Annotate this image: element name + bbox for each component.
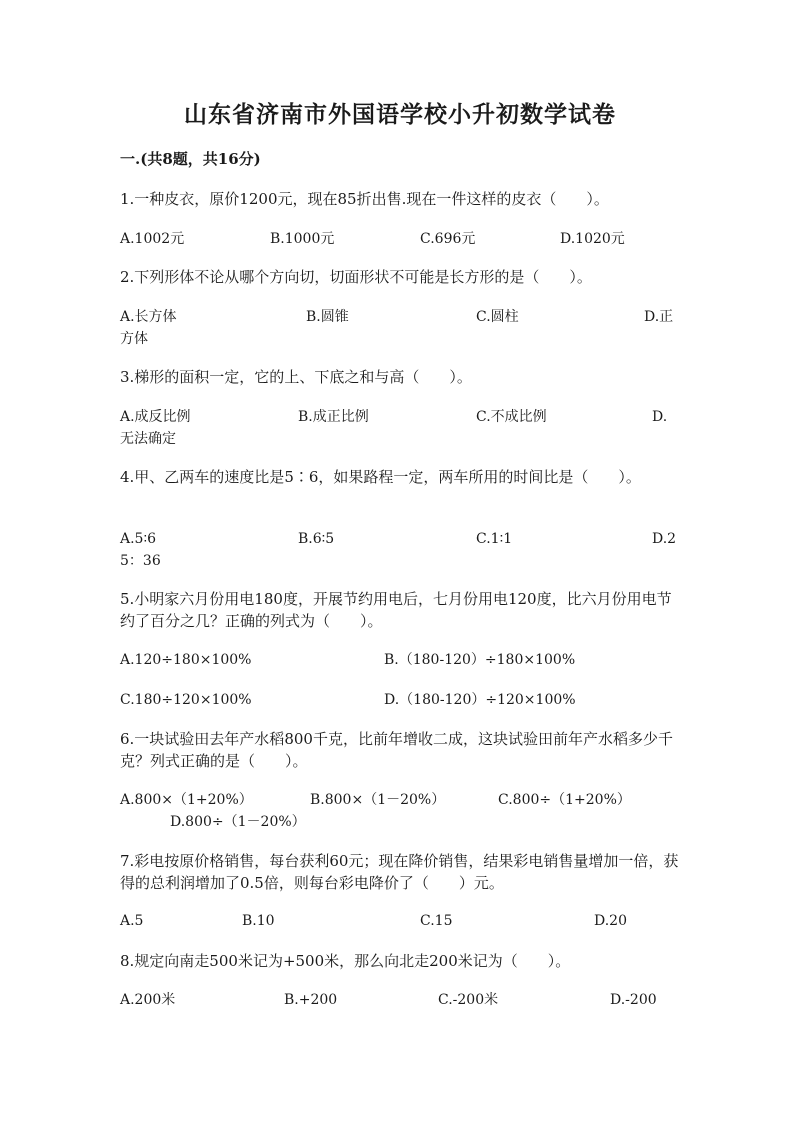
option-d: D.20 <box>594 913 627 929</box>
option-b: B.圆锥 <box>306 309 349 325</box>
question-7-options <box>120 910 680 932</box>
question-5-options-row-2 <box>120 689 680 711</box>
option-c: C.180÷120×100% <box>120 692 252 708</box>
option-d-continuation: 方体 <box>120 331 148 347</box>
question-6-options-row-1 <box>120 789 680 811</box>
option-b: B.+200 <box>284 992 338 1008</box>
option-a: A.200米 <box>120 992 176 1008</box>
option-b: B.1000元 <box>270 231 335 247</box>
option-c: C.不成比例 <box>476 409 547 425</box>
option-b: B.成正比例 <box>298 409 369 425</box>
option-a: A.5∶6 <box>120 531 157 547</box>
question-7-stem: 7.彩电按原价格销售，每台获利60元；现在降价销售，结果彩电销售量增加一倍，获得的总利润增加了0.5倍，则每台彩电降价了（ ）元。 <box>120 852 679 892</box>
option-d: D.1020元 <box>560 231 625 247</box>
question-6-stem: 6.一块试验田去年产水稻800千克，比前年增收二成，这块试验田前年产水稻多少千克？列式正确的是（ ）。 <box>120 730 673 770</box>
option-a: A.成反比例 <box>120 409 191 425</box>
question-8-options <box>120 989 680 1011</box>
option-d: D.-200 <box>610 992 657 1008</box>
question-3-stem: 3.梯形的面积一定，它的上、下底之和与高（ ）。 <box>120 368 472 386</box>
option-a: A.800×（1+20%） <box>120 792 253 808</box>
question-5-options-row-1 <box>120 649 680 671</box>
option-c: C.1∶1 <box>476 531 513 547</box>
question-2-options <box>120 306 680 328</box>
option-d: D. <box>652 409 668 425</box>
option-a: A.长方体 <box>120 309 177 325</box>
option-b: B.10 <box>242 913 275 929</box>
option-c: C.696元 <box>420 231 476 247</box>
option-d: D.（180-120）÷120×100% <box>384 692 576 708</box>
question-8-stem: 8.规定向南走500米记为+500米，那么向北走200米记为（ ）。 <box>120 952 571 970</box>
option-c: C.15 <box>420 913 453 929</box>
option-b: B.（180-120）÷180×100% <box>384 652 576 668</box>
option-a: A.1002元 <box>120 231 185 247</box>
option-d: D.2 <box>652 531 677 547</box>
option-d: D.800÷（1－20%） <box>170 814 306 830</box>
question-2-stem: 2.下列形体不论从哪个方向切，切面形状不可能是长方形的是（ ）。 <box>120 268 592 286</box>
option-b: B.800×（1－20%） <box>310 792 446 808</box>
question-1-stem: 1.一种皮衣，原价1200元，现在85折出售.现在一件这样的皮衣（ ）。 <box>120 190 609 208</box>
question-4-options <box>120 528 680 550</box>
question-3-options <box>120 406 680 428</box>
question-6-options-row-2 <box>120 811 680 833</box>
option-c: C.圆柱 <box>476 309 519 325</box>
option-a: A.120÷180×100% <box>120 652 252 668</box>
option-a: A.5 <box>120 913 144 929</box>
question-1-options <box>120 228 680 250</box>
option-c: C.-200米 <box>438 992 499 1008</box>
option-d: D.正 <box>644 309 674 325</box>
option-d-continuation: 5：36 <box>120 553 161 569</box>
option-d-continuation: 无法确定 <box>120 431 176 447</box>
question-4-stem: 4.甲、乙两车的速度比是5∶6，如果路程一定，两车所用的时间比是（ ）。 <box>120 468 641 486</box>
page-title: 山东省济南市外国语学校小升初数学试卷 <box>184 101 616 128</box>
option-b: B.6∶5 <box>298 531 335 547</box>
question-5-stem: 5.小明家六月份用电180度，开展节约用电后，七月份用电120度，比六月份用电节约了百分之几？正确的列式为（ ）。 <box>120 590 672 630</box>
option-c: C.800÷（1+20%） <box>498 792 631 808</box>
section-heading: 一.(共8题，共16分) <box>120 150 261 168</box>
